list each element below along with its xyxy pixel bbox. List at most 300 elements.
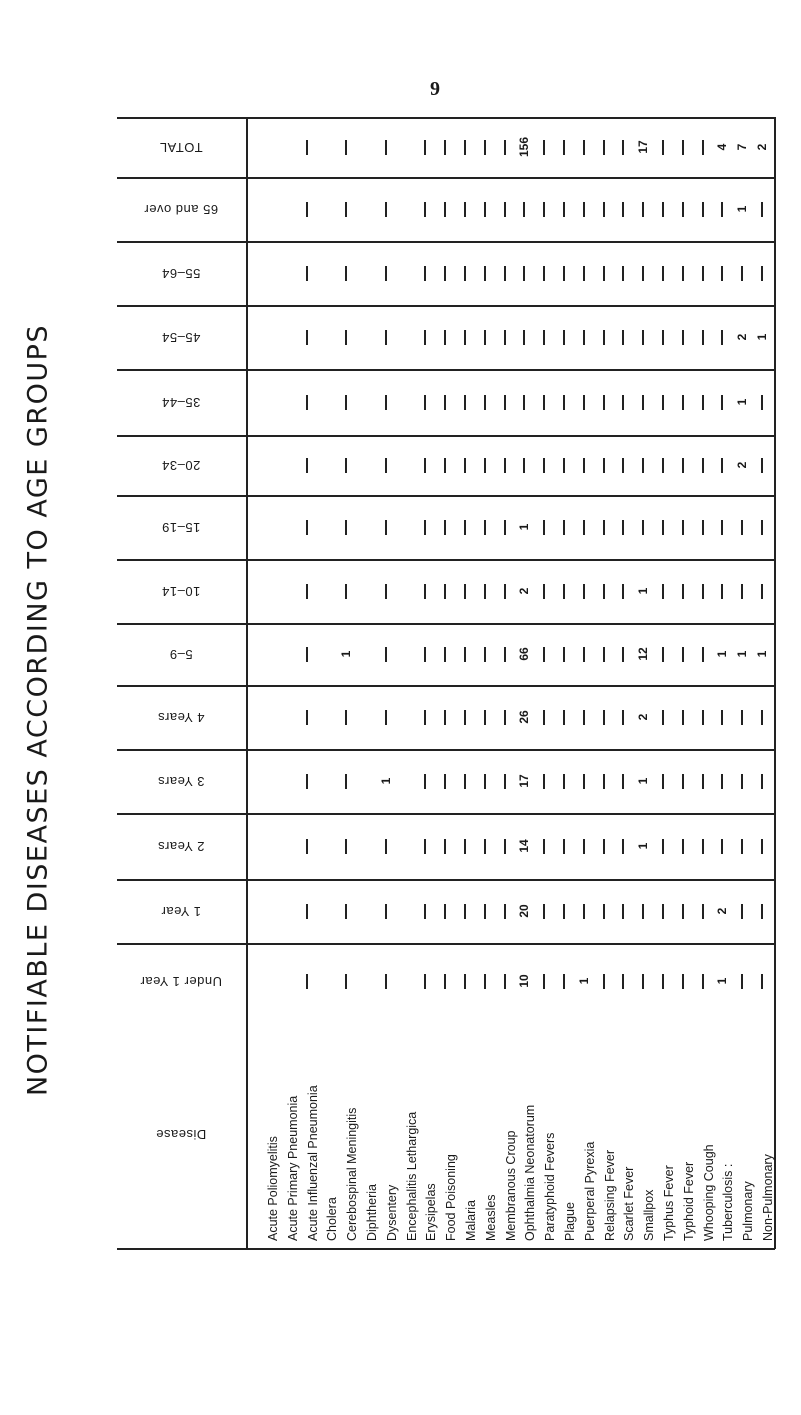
disease-label: Erysipelas [424,1183,439,1241]
table-cell [635,889,651,933]
table-cell [477,505,493,549]
nil-dash [603,710,605,725]
table-cell [615,251,631,295]
table-cell [734,632,750,676]
nil-dash [761,904,763,919]
table-cell [556,695,572,739]
table-cell [516,759,532,803]
age-group-header [117,117,245,177]
age-group-label: 15–19 [161,520,201,535]
disease-label: Typhus Fever [662,1165,676,1241]
table-cell [497,959,513,1003]
table-cell [556,443,572,487]
table-cell [615,695,631,739]
age-group-label: 4 Years [157,710,205,725]
table-cell [318,315,334,359]
table-cell [695,443,711,487]
age-group-values [259,380,775,424]
table-cell [299,959,315,1003]
table-cell [358,505,374,549]
nil-dash [504,140,506,155]
nil-dash [563,202,565,217]
nil-dash [721,839,723,854]
nil-dash [385,584,387,599]
nil-dash [424,395,426,410]
table-cell [576,505,592,549]
table-cell [556,187,572,231]
nil-dash [682,330,684,345]
nil-dash [464,395,466,410]
table-cell [576,632,592,676]
nil-dash [682,266,684,281]
table-cell [556,959,572,1003]
table-cell [596,569,612,613]
nil-dash [761,458,763,473]
table-cell [358,443,374,487]
table-cell [338,759,354,803]
table-cell [576,695,592,739]
table-cell [734,315,750,359]
table-cell [437,251,453,295]
table-cell [318,695,334,739]
nil-dash [464,647,466,662]
nil-dash [484,395,486,410]
table-cell [338,824,354,868]
table-cell [714,187,730,231]
nil-dash [702,710,704,725]
table-cell [695,695,711,739]
table-cell [516,695,532,739]
table-cell [318,505,334,549]
nil-dash [642,974,644,989]
table-cell [714,959,730,1003]
disease-label: Paratyphoid Fevers [543,1132,558,1241]
table-cell [596,443,612,487]
nil-dash [563,520,565,535]
nil-dash [642,904,644,919]
age-group-header [117,241,245,305]
nil-dash [741,520,743,535]
table-cell [516,125,532,169]
table-cell [675,759,691,803]
table-cell [576,569,592,613]
cell-value: 1 [755,333,769,341]
nil-dash [563,647,565,662]
table-cell [675,959,691,1003]
table-cell [457,759,473,803]
table-cell [516,380,532,424]
age-group-header [117,749,245,813]
nil-dash [345,974,347,989]
table-cell [675,443,691,487]
age-group-label: 3 Years [157,774,205,789]
table-cell [358,759,374,803]
nil-dash [622,647,624,662]
table-cell [437,695,453,739]
age-group-label: 10–14 [161,584,201,599]
disease-label-cell [299,1019,320,1247]
table-cell [477,251,493,295]
table-cell [695,569,711,613]
table-cell [497,632,513,676]
nil-dash [622,584,624,599]
cell-value: 2 [636,713,651,721]
table-cell [675,315,691,359]
nil-dash [721,330,723,345]
nil-dash [306,710,308,725]
nil-dash [741,266,743,281]
nil-dash [385,266,387,281]
table-cell [358,889,374,933]
table-cell [378,759,394,803]
nil-dash [504,710,506,725]
disease-label-cell [754,1019,775,1247]
nil-dash [721,266,723,281]
table-cell [477,187,493,231]
table-cell [318,569,334,613]
nil-dash [385,904,387,919]
disease-label-cell [556,1019,577,1247]
table-cell [378,187,394,231]
table-cell [714,759,730,803]
disease-label: Acute Primary Pneumonia [285,1095,300,1241]
nil-dash [721,774,723,789]
table-cell [556,889,572,933]
side-title-text: NOTIFIABLE DISEASES ACCORDING TO AGE GROUPS [22,323,54,1097]
table-cell [615,824,631,868]
nil-dash [504,395,506,410]
table-cell [615,125,631,169]
disease-label-cell [695,1019,716,1247]
nil-dash [741,904,743,919]
nil-dash [583,458,585,473]
table-cell [437,315,453,359]
table-cell [635,315,651,359]
nil-dash [563,140,565,155]
disease-label: Measles [483,1194,498,1241]
table-cell [437,380,453,424]
nil-dash [563,330,565,345]
table-cell [714,251,730,295]
table-cell [695,505,711,549]
table-cell [516,443,532,487]
table-cell [596,251,612,295]
nil-dash [563,904,565,919]
table-cell [714,889,730,933]
table-cell [615,759,631,803]
disease-label: Cerebospinal Meningitis [345,1107,360,1241]
table-cell [754,695,770,739]
table-cell [477,759,493,803]
table-cell [299,187,315,231]
nil-dash [306,330,308,345]
nil-dash [345,202,347,217]
age-group-values [259,569,775,613]
table-cell [655,632,671,676]
table-cell [358,380,374,424]
table-cell [398,505,414,549]
disease-label-cell [457,1019,478,1247]
disease-label-cell [398,1019,419,1247]
nil-dash [424,140,426,155]
nil-dash [603,774,605,789]
nil-dash [603,140,605,155]
table-cell [417,632,433,676]
table-cell [635,569,651,613]
table-cell [497,824,513,868]
nil-dash [424,266,426,281]
disease-label: Smallpox [642,1189,657,1241]
nil-dash [444,839,446,854]
table-cell [615,443,631,487]
nil-dash [603,647,605,662]
table-cell [576,443,592,487]
age-group-header [117,177,245,241]
table-cell [675,251,691,295]
nil-dash [702,520,704,535]
table-cell [318,187,334,231]
cell-value: 2 [755,143,769,151]
table-cell [318,443,334,487]
nil-dash [583,202,585,217]
table-cell [338,632,354,676]
disease-label: Pulmonary [741,1181,756,1241]
table-cell [714,632,730,676]
table-cell [596,889,612,933]
cell-value: 2 [735,333,750,341]
disease-label: Tuberculosis : [721,1163,736,1241]
table-cell [576,125,592,169]
table-cell [695,824,711,868]
nil-dash [543,202,545,217]
age-group-header [117,495,245,559]
nil-dash [682,202,684,217]
nil-dash [464,520,466,535]
table-cell [536,125,552,169]
table-cell [437,125,453,169]
nil-dash [464,458,466,473]
nil-dash [543,395,545,410]
table-cell [655,187,671,231]
nil-dash [484,202,486,217]
table-cell [615,889,631,933]
nil-dash [306,904,308,919]
nil-dash [761,710,763,725]
table-cell [734,443,750,487]
age-group-values [259,824,775,868]
table-cell [754,759,770,803]
table-cell [536,315,552,359]
disease-label: Puerperal Pyrexia [582,1141,597,1241]
table-cell [457,889,473,933]
disease-label-cell [714,1019,736,1247]
age-group-header [117,559,245,623]
table-cell [338,889,354,933]
nil-dash [702,647,704,662]
table-cell [477,632,493,676]
cell-value: 1 [755,650,769,658]
table-cell [556,251,572,295]
table-cell [398,569,414,613]
table-cell [358,959,374,1003]
nil-dash [603,266,605,281]
table-cell [477,569,493,613]
nil-dash [345,140,347,155]
nil-dash [682,140,684,155]
nil-dash [543,330,545,345]
nil-dash [682,710,684,725]
table-cell [754,824,770,868]
table-cell [536,380,552,424]
disease-label: Food Poisoning [444,1154,459,1241]
cell-value: 12 [636,647,651,661]
nil-dash [345,330,347,345]
nil-dash [603,520,605,535]
cell-value: 2 [735,461,750,469]
table-cell [457,959,473,1003]
table-cell [378,889,394,933]
nil-dash [583,710,585,725]
nil-dash [385,647,387,662]
nil-dash [523,395,525,410]
table-cell [338,251,354,295]
table-cell [477,380,493,424]
nil-dash [385,974,387,989]
table-cell [398,759,414,803]
table-cell [695,632,711,676]
table-cell [754,569,770,613]
table-cell [734,187,750,231]
table-cell [437,889,453,933]
table-cell [714,695,730,739]
nil-dash [662,266,664,281]
nil-dash [345,584,347,599]
table-cell [457,569,473,613]
table-cell [556,315,572,359]
table-cell [398,443,414,487]
nil-dash [345,904,347,919]
table-cell [516,824,532,868]
table-cell [675,125,691,169]
disease-label: Whooping Cough [701,1144,716,1241]
table-cell [635,125,651,169]
table-cell [556,824,572,868]
nil-dash [484,774,486,789]
table-cell [457,125,473,169]
nil-dash [385,710,387,725]
nil-dash [662,974,664,989]
nil-dash [385,458,387,473]
nil-dash [306,974,308,989]
table-cell [734,959,750,1003]
table-cell [477,443,493,487]
nil-dash [444,904,446,919]
nil-dash [444,584,446,599]
disease-label-cell [378,1019,399,1247]
nil-dash [702,904,704,919]
table-cell [754,125,770,169]
table-cell [358,695,374,739]
nil-dash [702,584,704,599]
table-cell [754,187,770,231]
nil-dash [583,330,585,345]
nil-dash [424,584,426,599]
nil-dash [345,520,347,535]
cell-value: 1 [715,650,730,658]
cell-value: 10 [517,974,532,988]
disease-label-cell [279,1019,300,1247]
disease-label-cell [734,1019,756,1247]
nil-dash [523,458,525,473]
nil-dash [603,395,605,410]
nil-dash [424,904,426,919]
table-cell [556,759,572,803]
nil-dash [721,395,723,410]
table-cell [635,380,651,424]
table-cell [734,759,750,803]
nil-dash [504,202,506,217]
nil-dash [444,710,446,725]
nil-dash [504,266,506,281]
nil-dash [721,584,723,599]
table-cell [516,505,532,549]
table-cell [516,315,532,359]
nil-dash [761,395,763,410]
nil-dash [464,266,466,281]
nil-dash [444,774,446,789]
table-cell [596,824,612,868]
table-cell [536,251,552,295]
disease-label-cell [417,1019,439,1247]
table-cell [556,380,572,424]
disease-label: Scarlet Fever [622,1166,637,1241]
table-cell [754,889,770,933]
table-cell [675,889,691,933]
cell-value: 1 [735,650,750,658]
table-cell [378,824,394,868]
nil-dash [721,202,723,217]
nil-dash [662,140,664,155]
nil-dash [424,520,426,535]
table-cell [675,569,691,613]
table-cell [398,251,414,295]
table-cell [734,505,750,549]
table-cell [655,824,671,868]
table-cell [417,759,433,803]
table-cell [675,632,691,676]
disease-label-cell [318,1019,340,1247]
table-cell [655,125,671,169]
age-group-values [259,315,775,359]
nil-dash [306,647,308,662]
table-cell [596,505,612,549]
nil-dash [523,202,525,217]
nil-dash [741,710,743,725]
nil-dash [682,774,684,789]
table-cell [536,569,552,613]
age-group-header [117,435,245,495]
disease-label: Membranous Croup [503,1130,518,1241]
nil-dash [662,839,664,854]
table-cell [477,889,493,933]
table-cell [714,380,730,424]
disease-label-cell [655,1019,676,1247]
table-cell [457,695,473,739]
table-cell [675,187,691,231]
table-cell [437,824,453,868]
nil-dash [504,520,506,535]
age-group-label: Under 1 Year [140,974,222,989]
